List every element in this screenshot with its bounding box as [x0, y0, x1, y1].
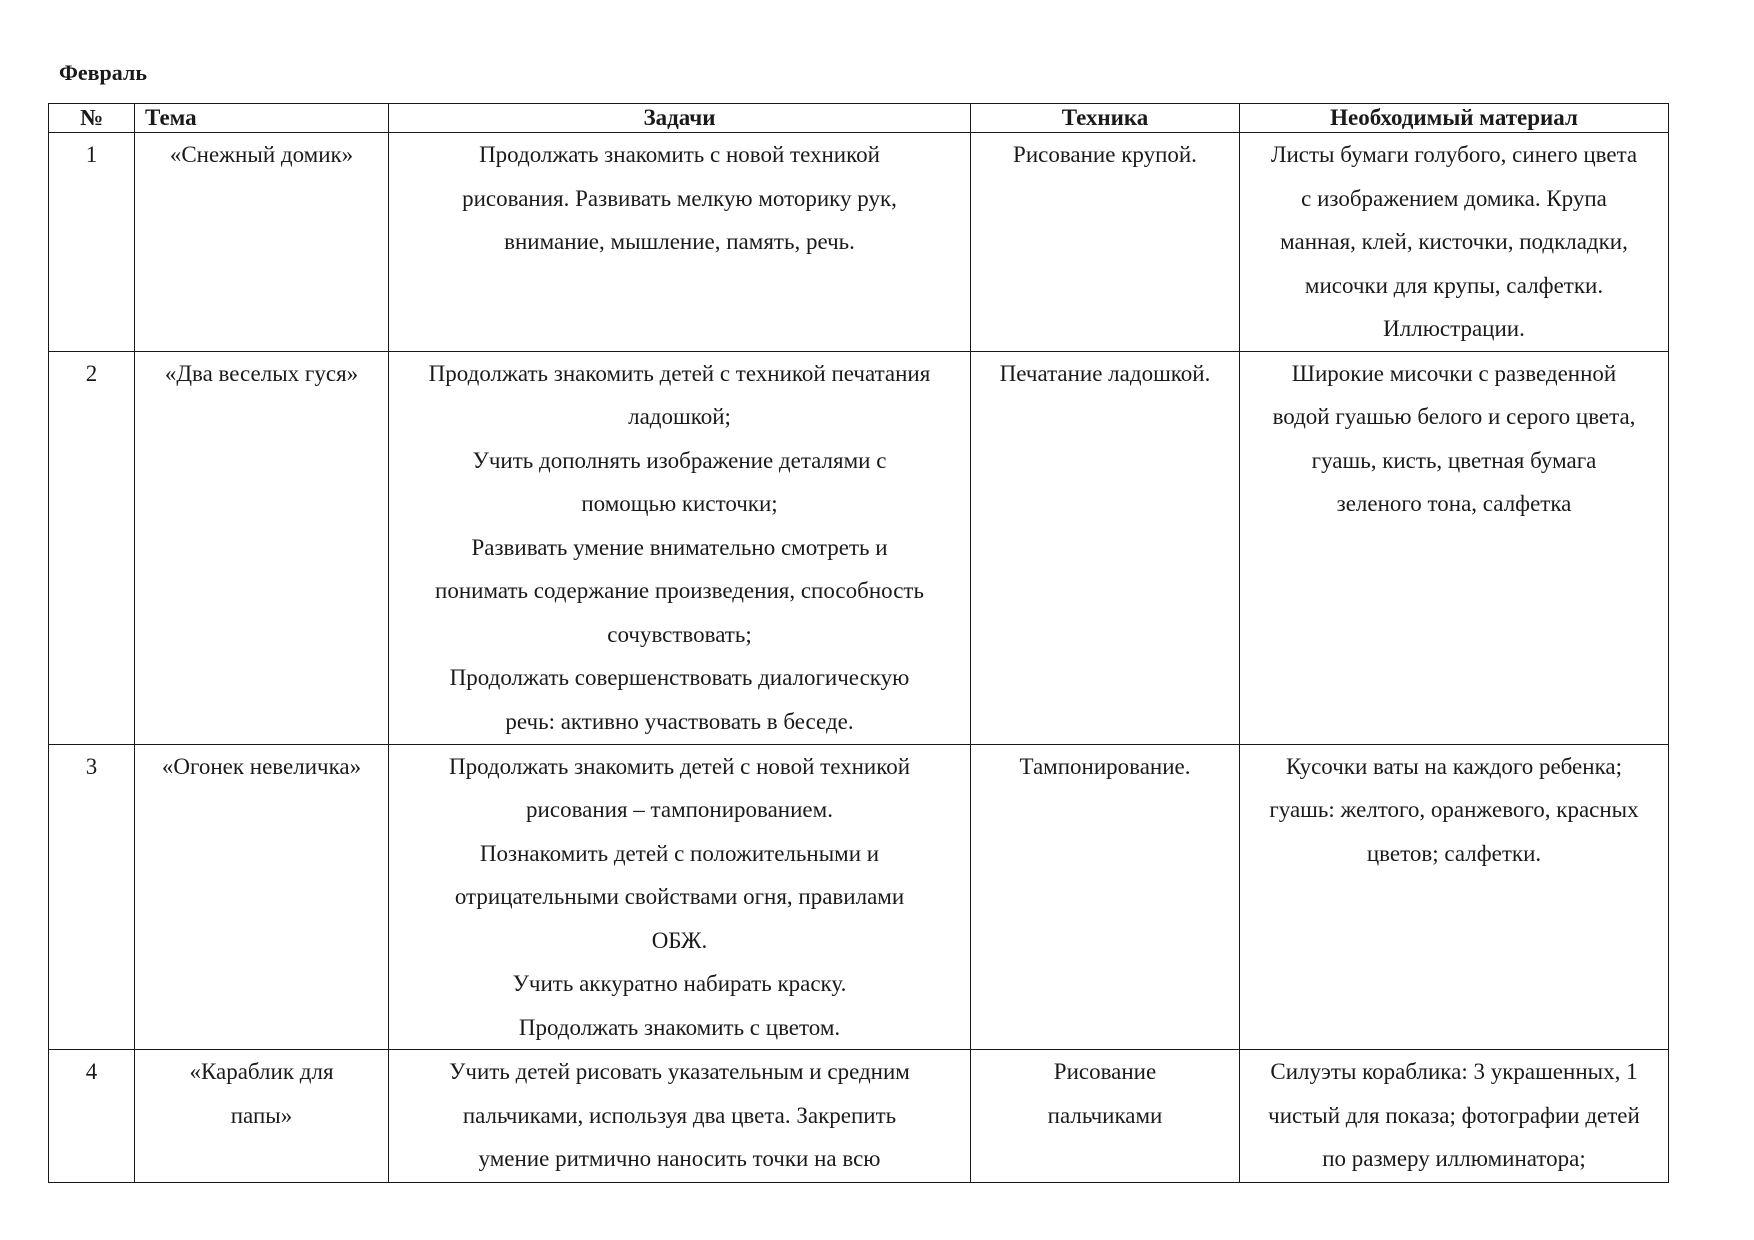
cell-technique: Печатание ладошкой.	[971, 351, 1240, 744]
table-row	[49, 351, 1669, 744]
cell-materials: Кусочки ваты на каждого ребенка; гуашь: желтого, оранжевого, красных цветов; салфетки.	[1240, 744, 1669, 1050]
cell-num: 4	[49, 1050, 135, 1183]
cell-tasks: Продолжать знакомить детей с новой техникой рисования – тампонированием. Познакомить детей с положительными и отрицательными свойствами огня, правилами ОБЖ. Учить аккуратно набирать краску. Продолжать знакомить с цветом.	[389, 744, 971, 1050]
cell-theme: «Два веселых гуся»	[135, 351, 389, 744]
cell-materials: Силуэты кораблика: 3 украшенных, 1 чистый для показа; фотографии детей по размеру иллюминатора;	[1240, 1050, 1669, 1183]
cell-tasks: Учить детей рисовать указательным и средним пальчиками, используя два цвета. Закрепить умение ритмично наносить точки на всю	[389, 1050, 971, 1183]
cell-tasks: Продолжать знакомить с новой техникой рисования. Развивать мелкую моторику рук, внимание, мышление, память, речь.	[389, 133, 971, 352]
cell-materials: Широкие мисочки с разведенной водой гуашью белого и серого цвета, гуашь, кисть, цветная бумага зеленого тона, салфетка	[1240, 351, 1669, 744]
header-technique: Техника	[971, 104, 1240, 133]
header-materials: Необходимый материал	[1240, 104, 1669, 133]
table-header-row	[49, 104, 1669, 133]
cell-num: 3	[49, 744, 135, 1050]
header-num: №	[49, 104, 135, 133]
cell-materials: Листы бумаги голубого, синего цвета с изображением домика. Крупа манная, клей, кисточки, подкладки, мисочки для крупы, салфетки. Иллюстрации.	[1240, 133, 1669, 352]
cell-num: 2	[49, 351, 135, 744]
header-tasks: Задачи	[389, 104, 971, 133]
cell-technique: Рисование крупой.	[971, 133, 1240, 352]
cell-technique: Рисование пальчиками	[971, 1050, 1240, 1183]
table-row	[49, 133, 1669, 352]
cell-theme: «Караблик для папы»	[135, 1050, 389, 1183]
header-theme: Тема	[135, 104, 389, 133]
cell-theme: «Снежный домик»	[135, 133, 389, 352]
month-title: Февраль	[59, 60, 147, 85]
table-row	[49, 744, 1669, 1050]
table-row	[49, 1050, 1669, 1183]
lesson-plan-table	[48, 103, 1669, 1183]
cell-tasks: Продолжать знакомить детей с техникой печатания ладошкой; Учить дополнять изображение деталями с помощью кисточки; Развивать умение внимательно смотреть и понимать содержание произведения, способность сочувствовать; Продолжать совершенствовать диалогическую речь: активно участвовать в беседе.	[389, 351, 971, 744]
cell-num: 1	[49, 133, 135, 352]
cell-technique: Тампонирование.	[971, 744, 1240, 1050]
cell-theme: «Огонек невеличка»	[135, 744, 389, 1050]
